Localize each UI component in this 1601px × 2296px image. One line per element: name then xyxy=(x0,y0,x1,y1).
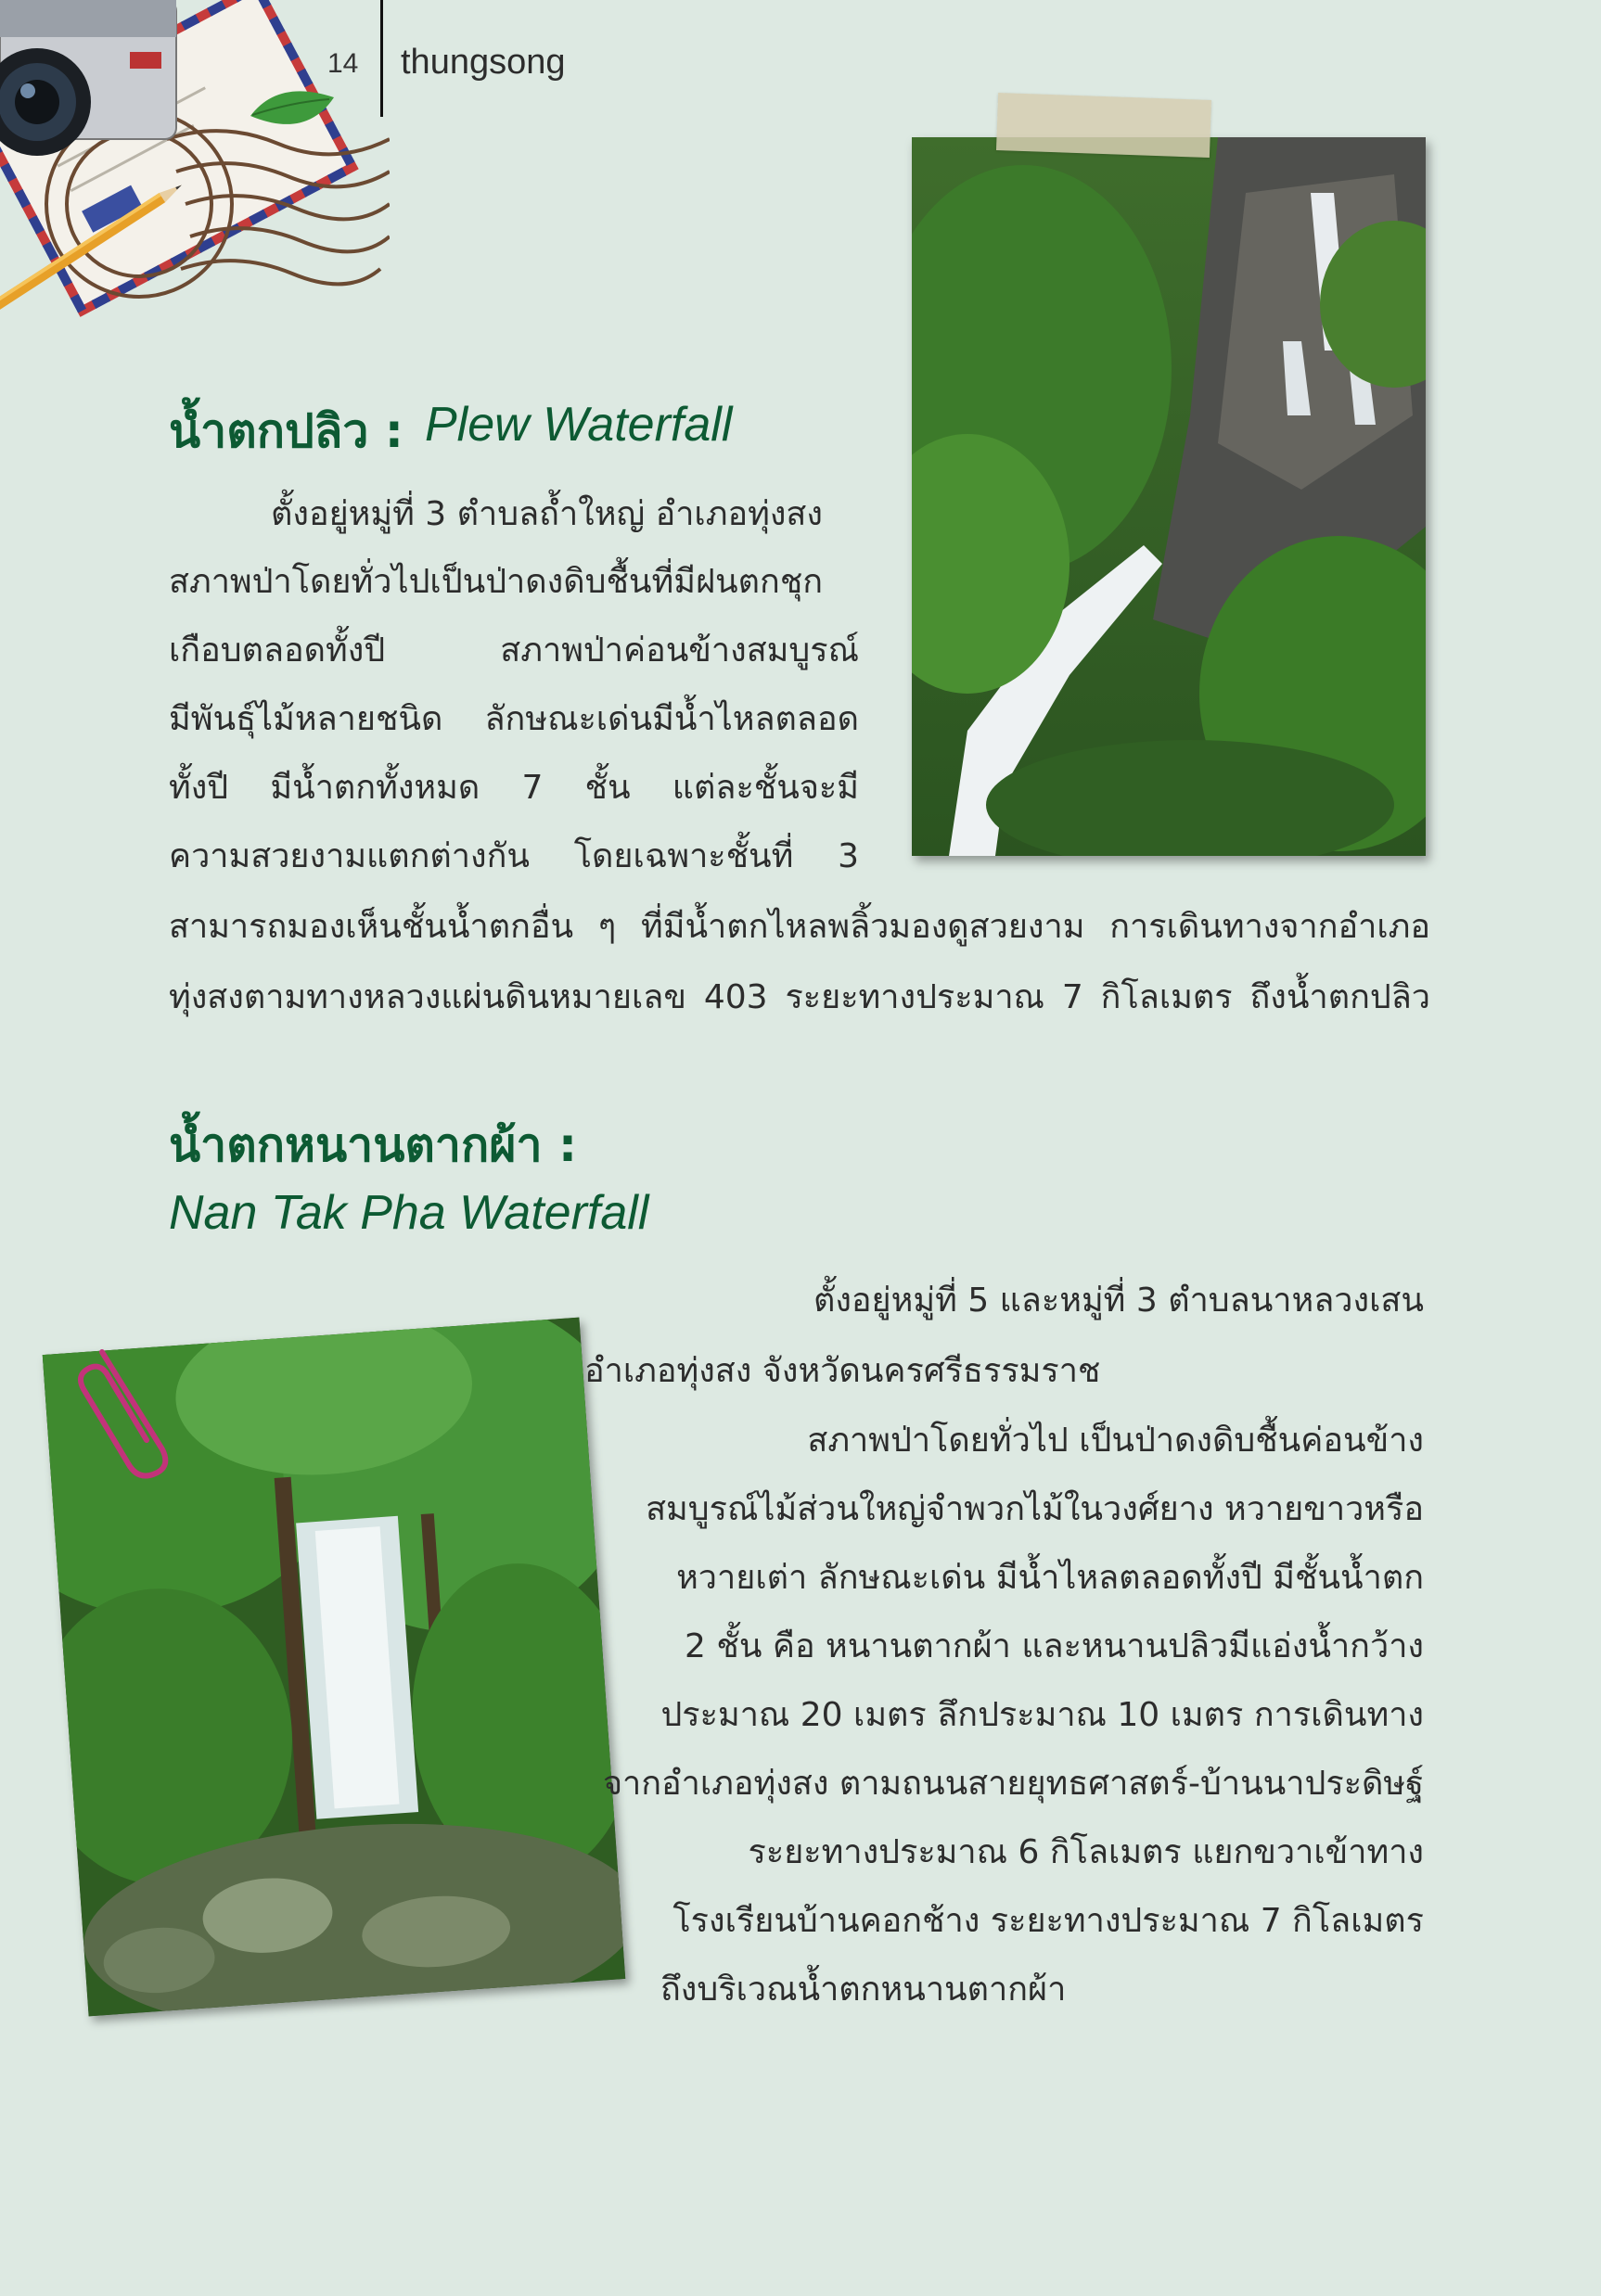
brand-title: thungsong xyxy=(401,43,566,82)
section1-line-2: สภาพป่าโดยทั่วไปเป็นป่าดงดิบชื้นที่มีฝนตกชุก xyxy=(169,563,824,601)
section2-line-11: ถึงบริเวณน้ำตกหนานตากผ้า xyxy=(660,1971,1067,2009)
paperclip-icon xyxy=(65,1333,176,1482)
page-number: 14 xyxy=(327,48,359,79)
section1-line-3: เกือบตลอดทั้งปี สภาพป่าค่อนข้างสมบูรณ์ xyxy=(169,631,859,670)
section1-line-6: ความสวยงามแตกต่างกัน โดยเฉพาะชั้นที่ 3 xyxy=(169,837,859,875)
section2-line-4: สมบูรณ์ไม้ส่วนใหญ่จำพวกไม้ในวงศ์ยาง หวายขาวหรือ xyxy=(646,1490,1424,1528)
plew-waterfall-photo xyxy=(912,137,1426,856)
section1-line-8: ทุ่งสงตามทางหลวงแผ่นดินหมายเลข 403 ระยะทางประมาณ 7 กิโลเมตร ถึงน้ำตกปลิว xyxy=(169,978,1430,1016)
section1-line-1: ตั้งอยู่หมู่ที่ 3 ตำบลถ้ำใหญ่ อำเภอทุ่งสง xyxy=(271,495,823,533)
section2-line-1: ตั้งอยู่หมู่ที่ 5 และหมู่ที่ 3 ตำบลนาหลวงเสน xyxy=(813,1282,1424,1320)
tape-strip xyxy=(996,93,1211,158)
section1-line-7: สามารถมองเห็นชั้นน้ำตกอื่น ๆ ที่มีน้ำตกไหลพลิ้วมองดูสวยงาม การเดินทางจากอำเภอ xyxy=(169,908,1430,946)
section2-heading-eng: Nan Tak Pha Waterfall xyxy=(169,1186,649,1240)
section1-line-4: มีพันธุ์ไม้หลายชนิด ลักษณะเด่นมีน้ำไหลตลอด xyxy=(169,700,859,738)
section2-line-10: โรงเรียนบ้านคอกช้าง ระยะทางประมาณ 7 กิโลเมตร xyxy=(672,1902,1424,1940)
section2-line-2: อำเภอทุ่งสง จังหวัดนครศรีธรรมราช xyxy=(584,1352,1101,1390)
section2-line-8: จากอำเภอทุ่งสง ตามถนนสายยุทธศาสตร์-บ้านนาประดิษฐ์ xyxy=(602,1765,1424,1803)
section2-line-3: สภาพป่าโดยทั่วไป เป็นป่าดงดิบชื้นค่อนข้าง xyxy=(807,1422,1424,1460)
section1-line-5: ทั้งปี มีน้ำตกทั้งหมด 7 ชั้น แต่ละชั้นจะมี xyxy=(169,769,859,807)
section2-line-5: หวายเต่า ลักษณะเด่น มีน้ำไหลตลอดทั้งปี มีชั้นน้ำตก xyxy=(676,1559,1424,1597)
header-divider xyxy=(380,0,383,117)
section1-heading-thai: น้ำตกปลิว : xyxy=(169,404,403,458)
section2-line-9: ระยะทางประมาณ 6 กิโลเมตร แยกขวาเข้าทาง xyxy=(748,1833,1424,1871)
section2-line-6: 2 ชั้น คือ หนานตากผ้า และหนานปลิวมีแอ่งน้ำกว้าง xyxy=(685,1627,1424,1665)
camera-icon xyxy=(0,0,176,156)
section2-heading-thai: น้ำตกหนานตากผ้า : xyxy=(169,1118,577,1172)
section2-line-7: ประมาณ 20 เมตร ลึกประมาณ 10 เมตร การเดินทาง xyxy=(660,1696,1424,1734)
section1-heading-eng: Plew Waterfall xyxy=(425,398,733,452)
